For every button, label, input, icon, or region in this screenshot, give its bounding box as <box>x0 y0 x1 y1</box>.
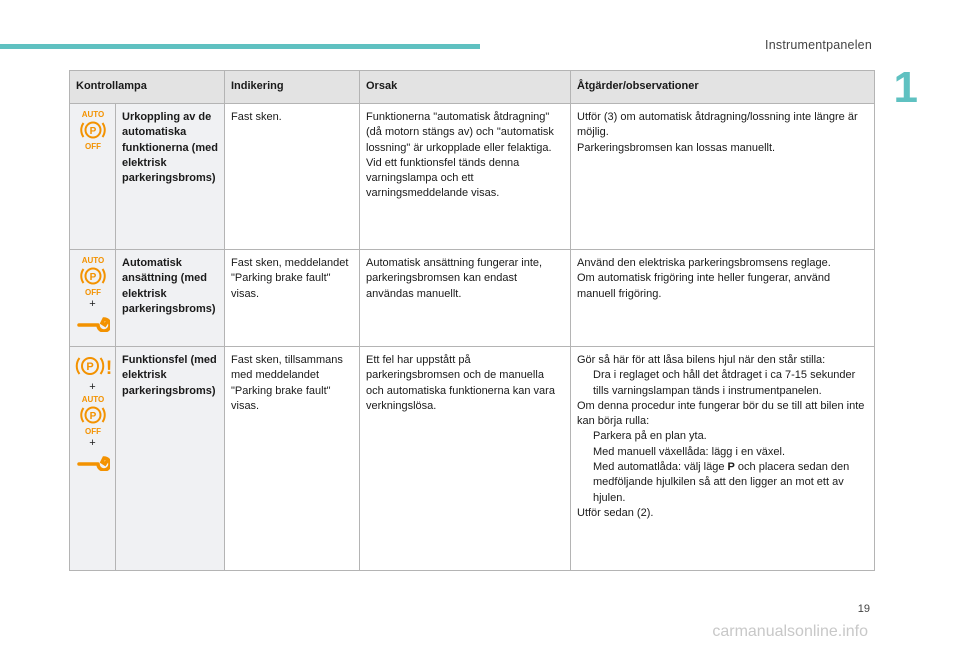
plus-sign: + <box>89 298 96 310</box>
action-line: Utför (3) om automatisk åtdragning/lossning inte längre är möjlig. <box>577 111 858 139</box>
action-line: Utför sedan (2). <box>577 506 654 519</box>
list-item-text: Dra i reglaget och håll det åtdraget i ca 7-15 sekunder tills varningslampan tänds i instrumentpanelen. <box>593 369 856 397</box>
lamp-name: Automatisk ansättning (med elektrisk parkeringsbroms) <box>116 250 225 347</box>
plus-sign: + <box>89 381 96 393</box>
col-header-action: Åtgärder/observationer <box>571 71 875 104</box>
lamp-icon-cell <box>70 250 116 347</box>
lamp-icon-cell <box>70 347 116 571</box>
lamp-name: Funktionsfel (med elektrisk parkeringsbroms) <box>116 347 225 571</box>
svg-text:AUTO: AUTO <box>81 256 104 265</box>
action-line: Om denna procedur inte fungerar bör du se till att bilen inte kan börja rulla: <box>577 399 865 428</box>
table-header-row <box>70 71 875 104</box>
svg-text:OFF: OFF <box>84 142 101 150</box>
svg-text:OFF: OFF <box>84 427 101 435</box>
lamp-icon-cell <box>70 104 116 250</box>
wrench-icon <box>76 316 110 332</box>
auto-off-parking-brake-icon <box>73 395 113 435</box>
plus-sign: + <box>89 437 96 449</box>
indication-text: Fast sken, tillsammans med meddelandet "Parking brake fault" visas. <box>225 347 360 571</box>
list-item <box>577 368 868 399</box>
cause-text <box>360 250 571 347</box>
watermark: carmanualsonline.info <box>712 623 868 640</box>
cause-line: Vid ett funktionsfel tänds denna varningslampa och ett varningsmeddelande visas. <box>366 156 520 200</box>
auto-off-parking-brake-icon <box>73 110 113 150</box>
section-title: Instrumentpanelen <box>765 38 872 52</box>
action-line: Gör så här för att låsa bilens hjul när den står stilla: <box>577 354 826 366</box>
bullet-marker <box>577 460 593 506</box>
cause-text <box>360 104 571 250</box>
indication-text: Fast sken, meddelandet "Parking brake fault" visas. <box>225 250 360 347</box>
svg-text:AUTO: AUTO <box>81 395 104 404</box>
action-line: Använd den elektriska parkeringsbromsens reglage. <box>577 257 831 269</box>
action-text <box>571 347 875 571</box>
table-row <box>70 104 875 250</box>
list-item <box>577 460 868 506</box>
cause-line: Ett fel har uppstått på parkeringsbromsen och de manuella och automatiska funktionerna kan vara verkningslösa. <box>366 354 555 412</box>
page-number: 19 <box>857 603 870 615</box>
list-item <box>577 445 868 460</box>
bullet-marker <box>577 429 593 444</box>
svg-text:P: P <box>86 361 94 373</box>
svg-text:P: P <box>89 272 96 283</box>
wrench-icon <box>76 455 110 471</box>
table-row <box>70 347 875 571</box>
bullet-marker <box>577 368 593 399</box>
parking-brake-fault-icon <box>72 353 114 379</box>
action-text <box>571 104 875 250</box>
warning-lamp-table <box>69 70 875 571</box>
cause-text <box>360 347 571 571</box>
action-text <box>571 250 875 347</box>
top-accent-bar <box>0 44 480 49</box>
svg-text:P: P <box>89 411 96 422</box>
table-row <box>70 250 875 347</box>
svg-text:OFF: OFF <box>84 288 101 296</box>
cause-line: Funktionerna "automatisk åtdragning" (då motorn stängs av) och "automatisk lossning" är urkopplade eller felaktiga. <box>366 111 554 154</box>
indication-text: Fast sken. <box>225 104 360 250</box>
cause-line: Automatisk ansättning fungerar inte, parkeringsbromsen kan endast användas manuellt. <box>366 257 543 300</box>
list-item <box>577 429 868 444</box>
svg-text:AUTO: AUTO <box>81 110 104 119</box>
lamp-name: Urkoppling av de automatiska funktionerna (med elektrisk parkeringsbroms) <box>116 104 225 250</box>
svg-text:P: P <box>89 126 96 137</box>
svg-text:!: ! <box>105 358 113 379</box>
col-header-lamp: Kontrollampa <box>70 71 225 104</box>
action-line: Parkeringsbromsen kan lossas manuellt. <box>577 141 776 154</box>
col-header-cause: Orsak <box>360 71 571 104</box>
list-item-text: Med automatlåda: välj läge P och placera sedan den medföljande hjulkilen så att den ligger an mot ett av hjulen. <box>593 461 850 504</box>
action-line: Om automatisk frigöring inte heller fungerar, använd manuell frigöring. <box>577 272 831 300</box>
col-header-indication: Indikering <box>225 71 360 104</box>
bullet-marker <box>577 445 593 460</box>
list-item-text: Parkera på en plan yta. <box>593 430 707 443</box>
chapter-number: 1 <box>893 63 918 112</box>
auto-off-parking-brake-icon <box>73 256 113 296</box>
list-item-text: Med manuell växellåda: lägg i en växel. <box>593 445 786 458</box>
